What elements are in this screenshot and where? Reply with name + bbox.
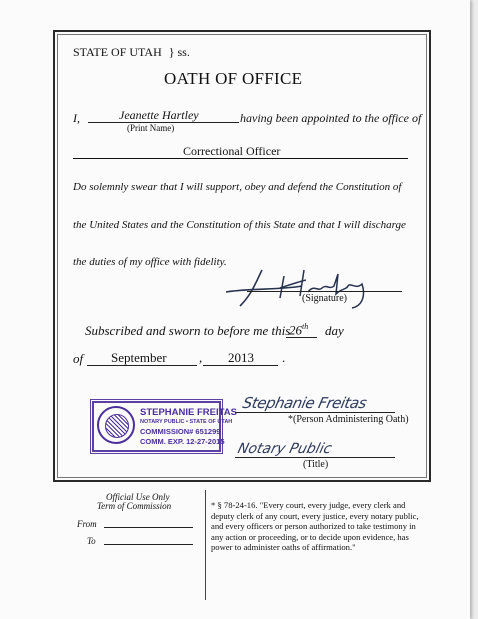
footnote-divider	[205, 490, 206, 600]
oath-line-2: the United States and the Constitution of this State and that I will discharge	[73, 219, 406, 231]
administrator-title: Notary Public	[236, 441, 334, 457]
i-prefix: I,	[73, 111, 80, 125]
document-title: OATH OF OFFICE	[164, 69, 303, 88]
sworn-text: Subscribed and sworn to before me this	[85, 323, 291, 338]
date-period: .	[282, 350, 286, 365]
day-number: 26	[289, 322, 302, 338]
footnote-line: * § 78-24-16. "Every court, every judge, every clerk and	[211, 500, 406, 510]
footnote-line: and every officers or person authorized to take testimony in	[211, 521, 416, 532]
state-name: STATE OF UTAH	[73, 45, 162, 59]
sworn-month: September	[111, 350, 167, 365]
office-underline	[73, 158, 408, 159]
term-of-commission-heading: Term of Commission	[97, 501, 172, 511]
sworn-day	[289, 322, 308, 338]
administrator-line	[235, 412, 395, 413]
signature-caption: (Signature)	[302, 293, 347, 304]
stamp-line-2: NOTARY PUBLIC • STATE OF UTAH	[140, 419, 233, 425]
administrator-signature: Stephanie Freitas	[241, 394, 369, 412]
title-line	[235, 457, 395, 458]
administrator-caption: *(Person Administering Oath)	[288, 414, 409, 425]
sworn-year: 2013	[228, 350, 254, 365]
from-label: From	[77, 519, 97, 529]
print-name-caption: (Print Name)	[127, 123, 175, 133]
official-use-heading: Official Use Only	[106, 492, 170, 502]
appointed-text: having been appointed to the office of	[240, 111, 422, 125]
ss-label: } ss.	[168, 45, 190, 59]
notary-stamp	[92, 401, 237, 452]
office-title: Correctional Officer	[183, 144, 281, 158]
oath-line-1: Do solemnly swear that I will support, obey and defend the Constitution of	[73, 181, 402, 193]
stamp-commission: COMMISSION# 651299	[140, 427, 221, 436]
day-word: day	[325, 323, 344, 338]
footnote	[211, 500, 419, 553]
oath-line-3: the duties of my office with fidelity.	[73, 256, 227, 268]
to-field[interactable]	[104, 544, 193, 545]
stamp-expiration: COMM. EXP. 12-27-2015	[140, 437, 225, 446]
title-caption: (Title)	[303, 459, 329, 470]
state-label	[73, 45, 190, 60]
signature-line	[247, 291, 402, 292]
to-label: To	[87, 536, 96, 546]
footnote-line: power to administer oaths of affirmation."	[211, 542, 356, 553]
footnote-line: any action or proceeding, or to decide upon evidence, has	[211, 531, 409, 542]
stamp-name: STEPHANIE FREITAS	[140, 407, 237, 418]
appointee-name: Jeanette Hartley	[119, 108, 199, 122]
state-seal-icon	[97, 406, 135, 444]
from-field[interactable]	[104, 527, 193, 528]
footnote-line: deputy clerk of any court, every justice, every notary public,	[211, 510, 419, 521]
of-label: of	[73, 351, 84, 366]
day-suffix: th	[302, 322, 309, 331]
date-comma: ,	[199, 350, 203, 365]
